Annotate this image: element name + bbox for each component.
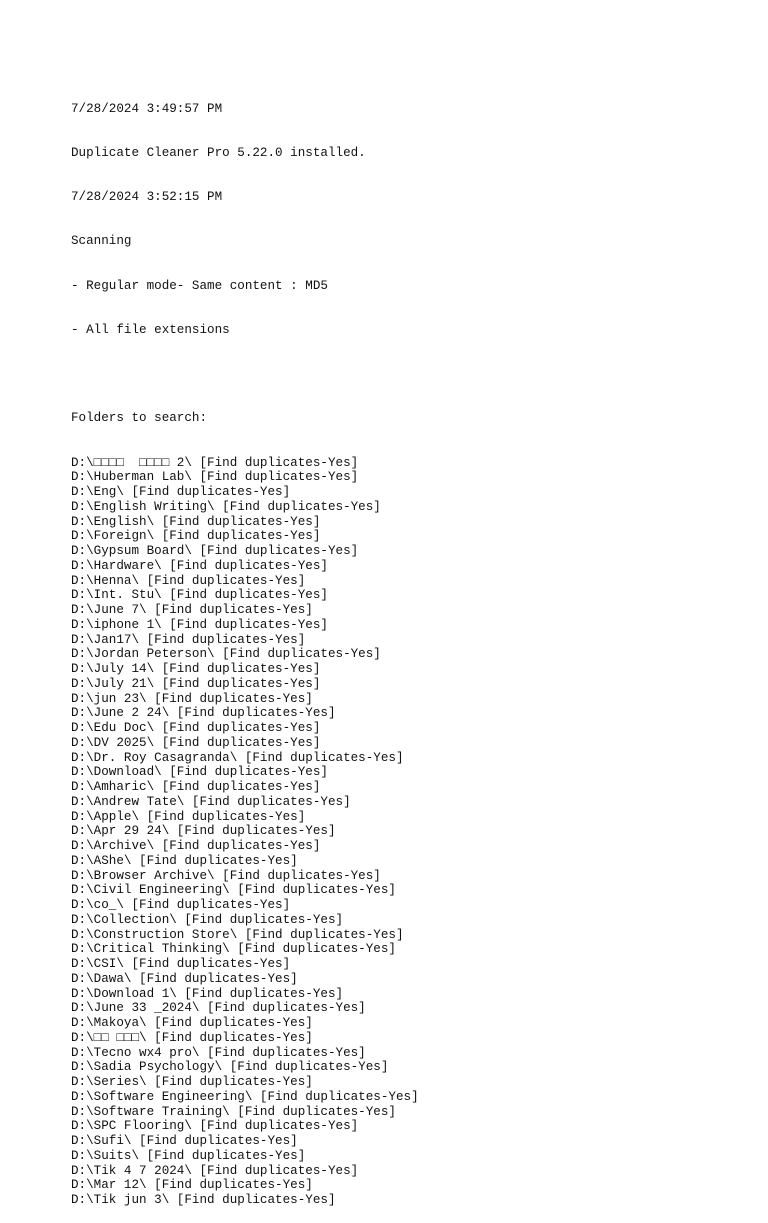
folders-heading: Folders to search: bbox=[71, 411, 208, 426]
folder-entry: D:\Tik 4 7 2024\ [Find duplicates-Yes] bbox=[71, 1163, 359, 1178]
folder-entry: D:\Edu Doc\ [Find duplicates-Yes] bbox=[71, 721, 321, 735]
folder-entry: D:\DV 2025\ [Find duplicates-Yes] bbox=[71, 735, 321, 750]
folder-entry: D:\Download 1\ [Find duplicates-Yes] bbox=[71, 986, 344, 1001]
folder-entry: D:\Henna\ [Find duplicates-Yes] bbox=[71, 573, 306, 588]
folder-entry: D:\Sadia Psychology\ [Find duplicates-Yes] bbox=[71, 1060, 389, 1075]
folder-entry: D:\AShe\ [Find duplicates-Yes] bbox=[71, 853, 298, 868]
folder-entry: D:\Foreign\ [Find duplicates-Yes] bbox=[71, 529, 321, 544]
folder-entry: D:\Amharic\ [Find duplicates-Yes] bbox=[71, 780, 321, 794]
folder-entry: D:\Huberman Lab\ [Find duplicates-Yes] bbox=[71, 470, 359, 485]
folder-entry: D:\July 14\ [Find duplicates-Yes] bbox=[71, 662, 321, 676]
folder-entry: D:\Civil Engineering\ [Find duplicates-Yes] bbox=[71, 883, 396, 898]
folder-entry: D:\Tecno wx4 pro\ [Find duplicates-Yes] bbox=[71, 1045, 366, 1060]
folder-entry: D:\Dawa\ [Find duplicates-Yes] bbox=[71, 971, 298, 986]
folder-entry: D:\English Writing\ [Find duplicates-Yes] bbox=[71, 499, 381, 514]
folder-entry: D:\Apr 29 24\ [Find duplicates-Yes] bbox=[71, 824, 336, 839]
log-document bbox=[71, 72, 751, 1223]
folder-entry: D:\Mar 12\ [Find duplicates-Yes] bbox=[71, 1178, 313, 1193]
folder-entry: D:\Apple\ [Find duplicates-Yes] bbox=[71, 809, 306, 824]
folder-entry: D:\Gypsum Board\ [Find duplicates-Yes] bbox=[71, 544, 359, 558]
folder-entry: D:\Hardware\ [Find duplicates-Yes] bbox=[71, 558, 328, 573]
folder-entry: D:\iphone 1\ [Find duplicates-Yes] bbox=[71, 617, 328, 632]
folder-entry: D:\July 21\ [Find duplicates-Yes] bbox=[71, 676, 321, 691]
scan-mode: - Regular mode- Same content : MD5 bbox=[71, 278, 328, 293]
folder-entry: D:\Browser Archive\ [Find duplicates-Yes] bbox=[71, 868, 381, 883]
folder-entry: D:\CSI\ [Find duplicates-Yes] bbox=[71, 957, 291, 971]
folder-entry: D:\Archive\ [Find duplicates-Yes] bbox=[71, 839, 321, 853]
folder-entry: D:\jun 23\ [Find duplicates-Yes] bbox=[71, 691, 313, 706]
scan-status: Scanning bbox=[71, 234, 132, 249]
folder-entry: D:\Tik jun 3\ [Find duplicates-Yes] bbox=[71, 1193, 336, 1207]
folder-entry: D:\Construction Store\ [Find duplicates-Yes] bbox=[71, 927, 404, 942]
folder-entry: D:\Series\ [Find duplicates-Yes] bbox=[71, 1075, 313, 1089]
folder-entry: D:\□□□□ □□□□ 2\ [Find duplicates-Yes] bbox=[71, 455, 359, 470]
folder-entry: D:\□□ □□□\ [Find duplicates-Yes] bbox=[71, 1030, 313, 1045]
folder-list bbox=[71, 456, 751, 1208]
blank-line bbox=[71, 367, 751, 382]
scan-timestamp: 7/28/2024 3:52:15 PM bbox=[71, 190, 223, 204]
folder-entry: D:\Eng\ [Find duplicates-Yes] bbox=[71, 485, 291, 499]
folder-entry: D:\Suits\ [Find duplicates-Yes] bbox=[71, 1148, 306, 1163]
install-message: Duplicate Cleaner Pro 5.22.0 installed. bbox=[71, 145, 366, 160]
folder-entry: D:\June 33 _2024\ [Find duplicates-Yes] bbox=[71, 1001, 366, 1016]
folder-entry: D:\June 7\ [Find duplicates-Yes] bbox=[71, 603, 313, 617]
install-timestamp: 7/28/2024 3:49:57 PM bbox=[71, 101, 223, 116]
folder-entry: D:\Makoya\ [Find duplicates-Yes] bbox=[71, 1016, 313, 1030]
folder-entry: D:\Software Training\ [Find duplicates-Yes] bbox=[71, 1104, 396, 1119]
folder-entry: D:\Download\ [Find duplicates-Yes] bbox=[71, 765, 328, 780]
folder-entry: D:\Critical Thinking\ [Find duplicates-Yes] bbox=[71, 942, 396, 957]
folder-entry: D:\English\ [Find duplicates-Yes] bbox=[71, 514, 321, 529]
folder-entry: D:\co_\ [Find duplicates-Yes] bbox=[71, 898, 291, 912]
folder-entry: D:\Jan17\ [Find duplicates-Yes] bbox=[71, 632, 306, 647]
folder-entry: D:\Int. Stu\ [Find duplicates-Yes] bbox=[71, 588, 328, 603]
folder-entry: D:\Software Engineering\ [Find duplicates-Yes] bbox=[71, 1089, 419, 1104]
folder-entry: D:\Jordan Peterson\ [Find duplicates-Yes] bbox=[71, 647, 381, 662]
folder-entry: D:\SPC Flooring\ [Find duplicates-Yes] bbox=[71, 1119, 359, 1134]
folder-entry: D:\Sufi\ [Find duplicates-Yes] bbox=[71, 1134, 298, 1148]
folder-entry: D:\Andrew Tate\ [Find duplicates-Yes] bbox=[71, 794, 351, 809]
folder-entry: D:\June 2 24\ [Find duplicates-Yes] bbox=[71, 706, 336, 721]
folder-entry: D:\Dr. Roy Casagranda\ [Find duplicates-Yes] bbox=[71, 750, 404, 765]
folder-entry: D:\Collection\ [Find duplicates-Yes] bbox=[71, 912, 344, 927]
scan-extensions: - All file extensions bbox=[71, 322, 230, 337]
